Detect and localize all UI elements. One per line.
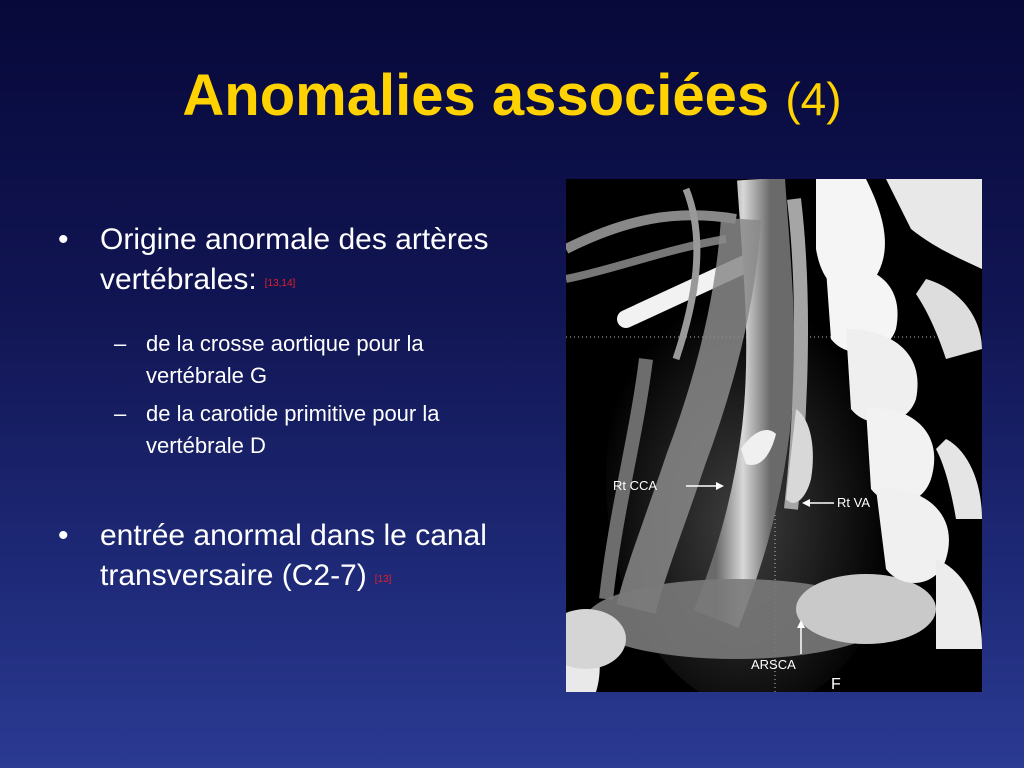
angiography-figure [566, 179, 982, 692]
title-number: (4) [785, 73, 842, 125]
bullet-text-line1: Origine anormale des artères [100, 223, 489, 256]
slide-content [58, 220, 558, 600]
sub-item-aortic [58, 328, 558, 392]
bullet-text-line2: vertébrales: [100, 263, 257, 296]
sub-text-line2: vertébrale D [146, 433, 266, 458]
bullet-icon: • [58, 519, 69, 552]
angiography-image [566, 179, 982, 692]
reference-link: [13] [374, 574, 392, 585]
title-main: Anomalies associées [182, 63, 770, 128]
bullet-item-entry [58, 516, 558, 600]
label-arsca: ARSCA [751, 657, 796, 672]
label-rt-cca: Rt CCA [613, 478, 658, 493]
slide-title [0, 62, 1024, 129]
bullet-item-origin [58, 220, 558, 304]
bullet-icon: • [58, 223, 69, 256]
dash-icon: – [114, 401, 127, 426]
sub-text-line2: vertébrale G [146, 363, 268, 388]
sub-text-line1: de la carotide primitive pour la [146, 401, 440, 426]
label-f: F [831, 676, 841, 692]
dash-icon: – [114, 331, 127, 356]
sub-text-line1: de la crosse aortique pour la [146, 331, 424, 356]
label-rt-va: Rt VA [837, 495, 870, 510]
bullet-text-line2: transversaire (C2-7) [100, 559, 367, 592]
bullet-text-line1: entrée anormal dans le canal [100, 519, 487, 552]
reference-link: [13,14] [264, 278, 296, 289]
sub-item-carotid [58, 398, 558, 462]
